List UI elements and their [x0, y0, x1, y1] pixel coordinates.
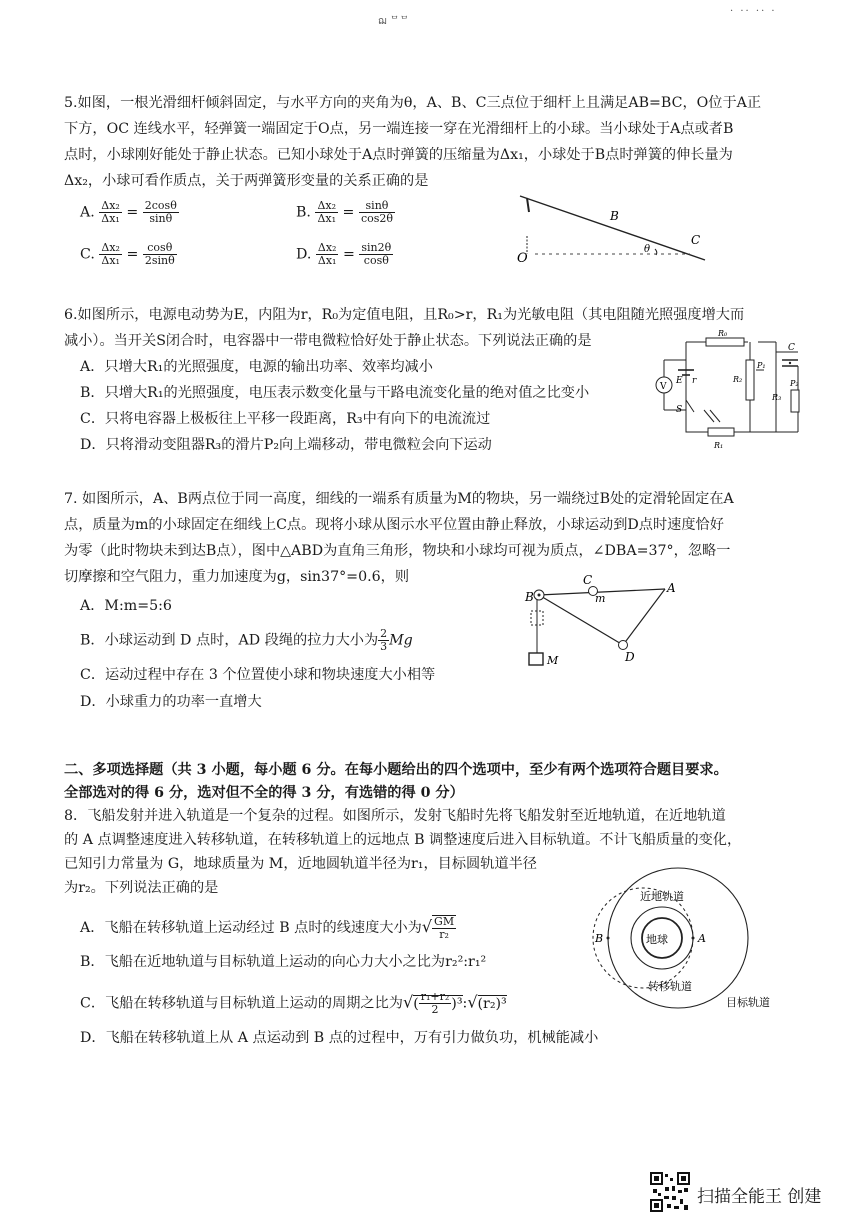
section-2-line-2: 全部选对的得 6 分，选对但不全的得 3 分，有选错的得 0 分）	[64, 785, 464, 801]
resistor-r3	[791, 390, 799, 412]
q8-option-a[interactable]: A．飞船在转移轨道上运动经过 B 点时的线速度大小为√ $\frac{GM}{\text{r₂}}$	[80, 915, 455, 941]
svg-text:目标轨道: 目标轨道	[726, 996, 770, 1009]
q7-option-b[interactable]: B．小球运动到 D 点时，AD 段绳的拉力大小为 $\frac{2}{3}$ Mg	[80, 627, 413, 653]
svg-text:转移轨道: 转移轨道	[648, 980, 692, 993]
q7-option-c[interactable]: C．运动过程中存在 3 个位置使小球和物块速度大小相等	[80, 667, 436, 683]
q6-option-d[interactable]: D．只将滑动变阻器R₃的滑片P₂向上端移动，带电微粒会向下运动	[80, 437, 492, 453]
q8-line-2: 的 A 点调整速度进入转移轨道，在转移轨道上的远地点 B 调整速度后进入目标轨道。不计飞船质量的变化，	[64, 832, 742, 848]
q5-line-4: Δx₂，小球可看作质点，关于两弹簧形变量的关系正确的是	[64, 173, 429, 189]
svg-text:D: D	[625, 650, 635, 664]
q5-option-a[interactable]: A. $\frac{\text{Δx₂}}{\text{Δx₁}}$ = $\frac{2\cos\theta}{\sin\theta}$	[80, 199, 177, 225]
q7-line-2: 点，质量为m的小球固定在细线上C点。现将小球从图示水平位置由静止释放，小球运动到D点时速度恰好	[64, 517, 724, 533]
label-b: B	[610, 209, 619, 223]
svg-text:E: E	[676, 376, 683, 386]
q8-line-3: 已知引力常量为 G，地球质量为 M，近地圆轨道半径为r₁，目标圆轨道半径	[64, 856, 537, 872]
q6-line-1: 6.如图所示，电源电动势为E，内阻为r，R₀为定值电阻，且R₀>r，R₁为光敏电阻（其电阻随光照强度增大而	[64, 307, 745, 323]
q6-line-2: 减小）。当开关S闭合时，电容器中一带电微粒恰好处于静止状态。下列说法正确的是	[64, 333, 592, 349]
svg-text:P₁: P₁	[757, 361, 766, 370]
label-c: C	[691, 233, 701, 247]
svg-text:A: A	[698, 932, 706, 945]
q6-option-c[interactable]: C．只将电容器上极板往上平移一段距离，R₃中有向下的电流流过	[80, 411, 491, 427]
resistor-r1	[708, 428, 734, 436]
q6-option-a[interactable]: A．只增大R₁的光照强度，电源的输出功率、效率均减小	[80, 359, 433, 375]
scanner-watermark: 扫描全能王 创建	[697, 1187, 822, 1207]
q8-line-1: 8．飞船发射并进入轨道是一个复杂的过程。如图所示，发射飞船时先将飞船发射至近地轨道，在近地轨道	[64, 808, 726, 824]
q7-line-4: 切摩擦和空气阻力，重力加速度为g，sin37°=0.6，则	[64, 569, 410, 585]
svg-text:C: C	[583, 575, 593, 587]
q5-rod-figure	[505, 188, 715, 270]
q8-option-b[interactable]: B．飞船在近地轨道与目标轨道上运动的向心力大小之比为r₂²:r₁²	[80, 954, 487, 970]
header-mark: ฌ ᄆᄆ	[378, 16, 410, 27]
rod-line	[520, 196, 705, 260]
rope-bd	[539, 595, 623, 645]
q7-option-d[interactable]: D．小球重力的功率一直增大	[80, 694, 262, 710]
q7-line-3: 为零（此时物块未到达B点），图中△ABD为直角三角形，物块和小球均可视为质点，∠DBA=37°，忽略一	[64, 543, 731, 559]
q8-orbit-figure	[590, 866, 790, 1016]
q5-line-1: 5.如图，一根光滑细杆倾斜固定，与水平方向的夹角为θ，A、B、C三点位于细杆上且满足AB=BC，O位于A正	[64, 95, 762, 111]
block-m-icon	[529, 653, 543, 665]
label-o: O	[517, 251, 528, 266]
q5-line-2: 下方，OC 连线水平，轻弹簧一端固定于O点，另一端连接一穿在光滑细杆上的小球。当小球处于A点或者B	[64, 121, 734, 137]
svg-text:近地轨道: 近地轨道	[640, 890, 684, 903]
q5-line-3: 点时，小球刚好能处于静止状态。已知小球处于A点时弹簧的压缩量为Δx₁，小球处于B点时弹簧的伸长量为	[64, 147, 733, 163]
svg-text:R₀: R₀	[718, 330, 728, 338]
header-right-mark: · ·· ·· ·	[730, 6, 777, 17]
svg-text:B: B	[525, 590, 534, 604]
svg-text:r: r	[692, 376, 697, 386]
ball-d-icon	[619, 641, 628, 650]
qr-code-icon	[650, 1172, 690, 1212]
q5-option-d[interactable]: D. $\frac{\text{Δx₂}}{\text{Δx₁}}$ = $\frac{\sin 2\theta}{\cos\theta}$	[296, 241, 392, 267]
q7-pulley-figure	[515, 575, 695, 675]
rope-da	[623, 589, 665, 645]
q8-line-4: 为r₂。下列说法正确的是	[64, 880, 219, 896]
q6-circuit-figure	[648, 330, 808, 454]
svg-text:R₁: R₁	[714, 441, 724, 450]
svg-text:V: V	[660, 382, 667, 392]
resistor-r0	[706, 338, 744, 346]
svg-text:A: A	[667, 581, 676, 595]
resistor-r2	[746, 360, 754, 400]
q5-option-c[interactable]: C. $\frac{\text{Δx₂}}{\text{Δx₁}}$ = $\frac{\cos\theta}{2\sin\theta}$	[80, 241, 175, 267]
svg-text:m: m	[595, 592, 606, 605]
q7-option-a[interactable]: A．M:m=5:6	[80, 598, 172, 614]
svg-text:S: S	[676, 405, 683, 415]
svg-text:B: B	[595, 932, 604, 945]
svg-text:C: C	[788, 343, 795, 353]
svg-text:R₂: R₂	[733, 375, 743, 384]
q5-option-b[interactable]: B. $\frac{\text{Δx₂}}{\text{Δx₁}}$ = $\frac{\sin\theta}{\cos 2\theta}$	[296, 199, 393, 225]
svg-text:M: M	[547, 654, 559, 667]
label-theta: θ	[644, 244, 651, 255]
q7-line-1: 7. 如图所示，A、B两点位于同一高度，细线的一端系有质量为M的物块，另一端绕过B处的定滑轮固定在A	[64, 491, 734, 507]
svg-text:P₂: P₂	[790, 379, 799, 388]
q8-option-c[interactable]: C．飞船在转移轨道与目标轨道上运动的周期之比为√( $\frac{\text{r₁+r₂}}{2}$ )³:√(r₂)³	[80, 990, 507, 1016]
switch-icon	[686, 400, 694, 412]
svg-text:地球: 地球	[646, 933, 668, 946]
section-2-line-1: 二、多项选择题（共 3 小题，每小题 6 分。在每小题给出的四个选项中，至少有两个选项符合题目要求。	[64, 762, 728, 778]
light-arrow-icon	[704, 410, 714, 422]
q8-option-d[interactable]: D．飞船在转移轨道上从 A 点运动到 B 点的过程中，万有引力做负功，机械能减小	[80, 1030, 599, 1046]
q6-option-b[interactable]: B．只增大R₁的光照强度，电压表示数变化量与干路电流变化量的绝对值之比变小	[80, 385, 590, 401]
rod-top-mark	[527, 198, 529, 212]
svg-text:R₃: R₃	[772, 393, 782, 402]
